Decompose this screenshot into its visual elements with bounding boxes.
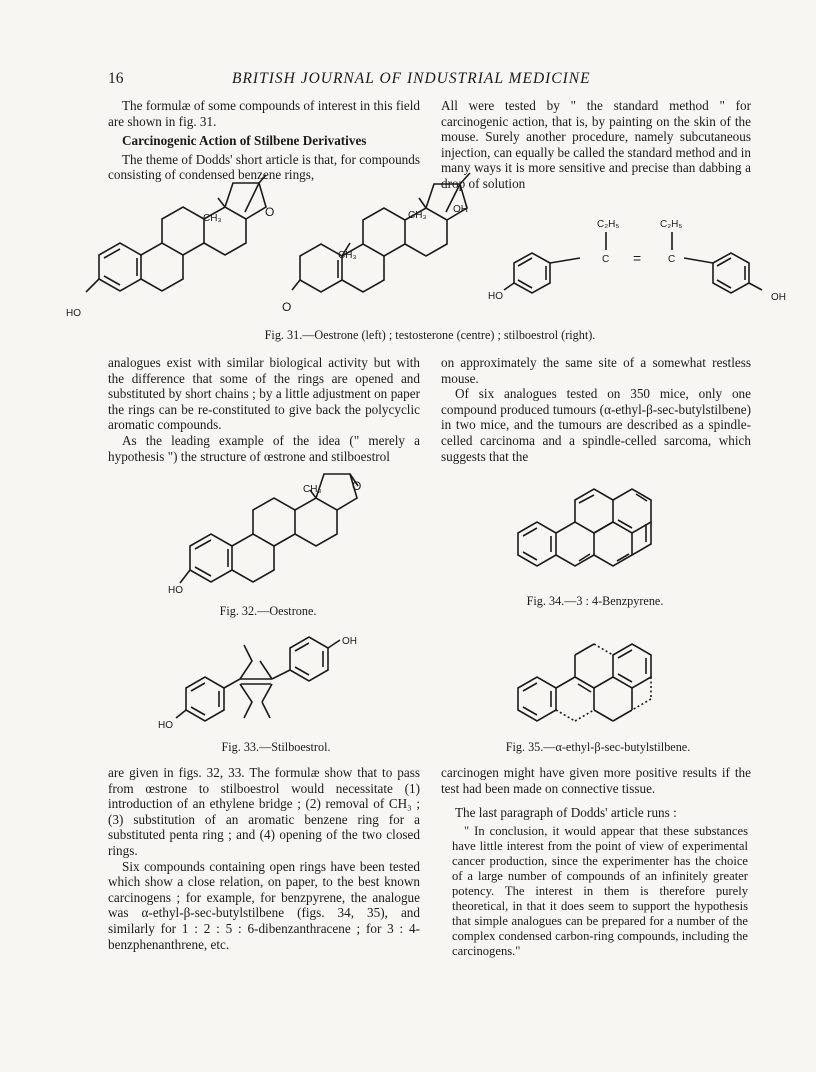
fig33-caption: Fig. 33.—Stilboestrol. (221, 740, 331, 754)
paragraph: The theme of Dodds' short article is that, for compounds consisting of condensed benzene rings, (108, 151, 420, 183)
fig35-caption: Fig. 35.—α-ethyl-β-sec-butylstilbene. (505, 740, 691, 754)
paragraph: The formulæ of some compounds of interest in this field are shown in fig. 31. (108, 98, 420, 129)
paragraph: are given in figs. 32, 33. The formulæ show that to pass from œstrone to stilboestrol would necessitate (1) introduction of an ethylene bridge ; (2) removal of CH₃ ; (3) substitution of an aromatic benzene ring for a substituted penta ring ; and (4) opening of the two closed rings. (108, 765, 420, 858)
label-c: C (668, 254, 676, 265)
mid-left-column (108, 355, 420, 464)
paragraph: Six compounds containing open rings have been tested which show a close relation, on paper, to the best known carcinogens ; for example, for benzpyrene, the analogue was α-ethyl-β-sec-butylstilbene (figs. 34, 35), and similarly for 1 : 2 : 5 : 6-dibenzanthracene ; for 3 : 4-benzphenanthrene, etc. (108, 858, 420, 952)
label-c: C (602, 254, 610, 265)
quotation-block (452, 824, 748, 959)
label-ch3: CH₃ (408, 210, 427, 221)
paragraph: analogues exist with similar biological activity but with the difference that some of the rings are opened and substituted by short chains ; by a little adjustment on paper the rings can be re-constituted to give back the polycyclic aromatic compounds. (108, 355, 420, 433)
label-o: O (352, 479, 362, 493)
paragraph: As the leading example of the idea (" merely a hypothesis ") the structure of œstrone and stilboestrol (108, 432, 420, 464)
fig34-caption: Fig. 34.—3 : 4-Benzpyrene. (526, 594, 664, 608)
quotation: " In conclusion, it would appear that these substances have little interest from the point of view of experimental cancer production, since the experimenter has the choice of a large number of compounds of an infinitely greater potency. The interest in them is therefore purely theoretical, in that it does seem to support the hypothesis that simple analogues can be prepared for a number of the complex condensed carbon-ring compounds, including the carcinogens." (452, 824, 748, 958)
fig31-structures (60, 196, 800, 322)
paragraph: carcinogen might have given more positive results if the test had been made on connective tissue. (441, 765, 751, 796)
label-ch3: CH₃ (303, 484, 322, 495)
paragraph: on approximately the same site of a somewhat restless mouse. (441, 355, 751, 386)
label-oh: OH (453, 204, 468, 215)
label-oh: OH (342, 636, 357, 647)
label-c2h5: C₂H₅ (660, 219, 683, 230)
label-ho: HO (158, 720, 173, 731)
label-ch3: CH₃ (338, 250, 357, 261)
label-equals: = (633, 250, 642, 266)
top-left-column (108, 98, 420, 183)
label-ch3: CH₃ (203, 213, 222, 224)
section-heading: Carcinogenic Action of Stilbene Derivatives (122, 133, 367, 149)
label-oh: OH (771, 292, 786, 303)
fig31-caption: Fig. 31.—Oestrone (left) ; testosterone (centre) ; stilboestrol (right). (264, 328, 596, 342)
bottom-left-column (108, 765, 420, 952)
paragraph: All were tested by " the standard method " for carcinogenic action, that is, by painting on the skin of the mouse. Surely another procedure, namely subcutaneous injection, can equally be called the standard method and in many ways it is more sensitive and precise than dabbing a drop of solution (441, 98, 751, 191)
page-number: 16 (108, 70, 124, 87)
paragraph: The last paragraph of Dodds' article runs : (455, 805, 677, 821)
label-ho: HO (488, 291, 503, 302)
fig34-benzpyrene-structure (508, 484, 676, 580)
journal-title: BRITISH JOURNAL OF INDUSTRIAL MEDICINE (232, 70, 591, 87)
label-ho: HO (168, 585, 183, 596)
top-right-column (441, 98, 751, 192)
label-ho: HO (66, 308, 81, 319)
mid-right-column (441, 355, 751, 464)
fig35-structure (508, 630, 676, 736)
fig32-caption: Fig. 32.—Oestrone. (219, 604, 317, 618)
label-o: O (265, 205, 275, 219)
label-o: O (282, 300, 292, 314)
bottom-right-column (441, 765, 751, 821)
fig32-oestrone-structure (160, 474, 380, 602)
fig33-stilboestrol-structure (158, 628, 372, 736)
label-c2h5: C₂H₅ (597, 219, 620, 230)
paragraph: Of six analogues tested on 350 mice, only one compound produced tumours (α-ethyl-β-sec-butylstilbene) in two mice, and the tumours are described as a spindle-celled carcinoma and a spindle-celled sarcoma, which suggests that the (441, 386, 751, 464)
